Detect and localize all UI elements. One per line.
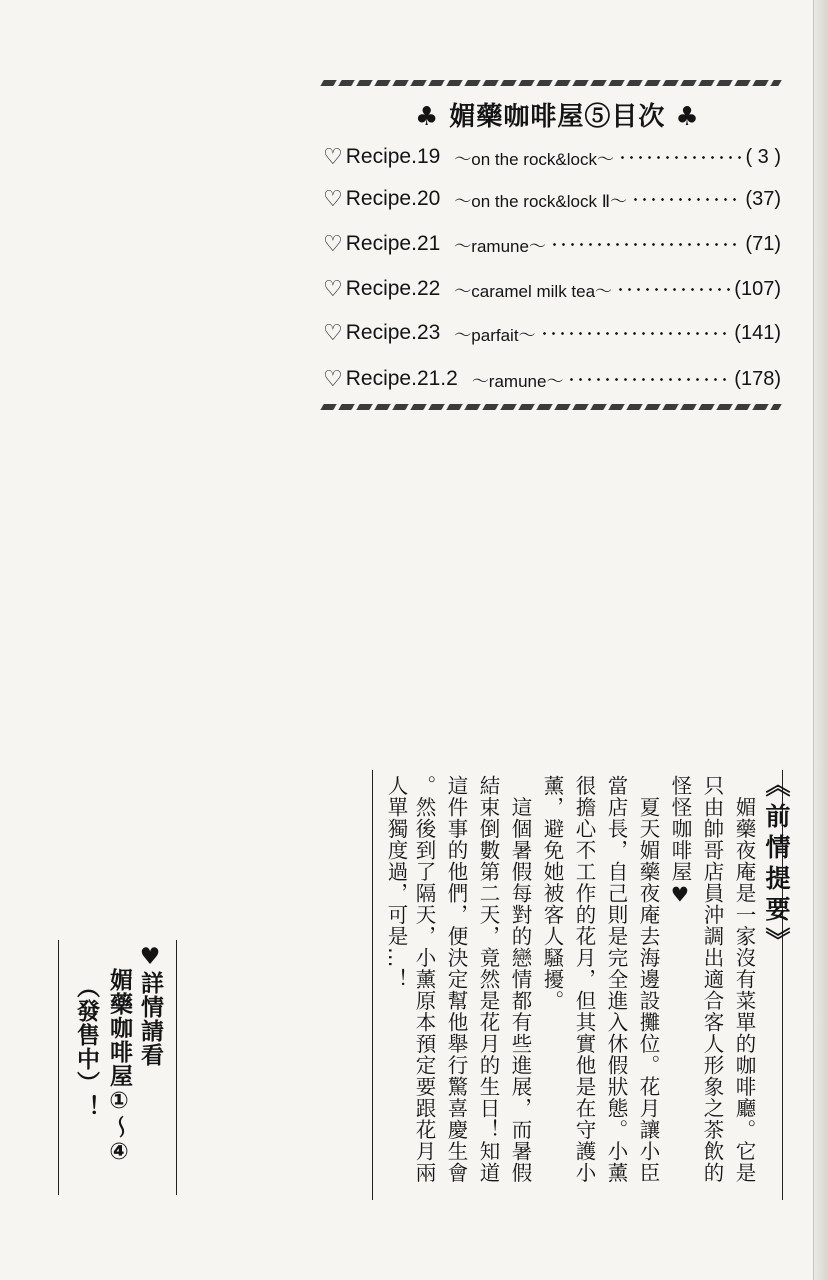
heart-icon: ♡	[323, 320, 343, 345]
dot-leader	[631, 198, 741, 201]
dot-leader	[616, 288, 730, 291]
toc-entry-label: Recipe.23	[345, 321, 441, 344]
toc-entry-page: (178)	[734, 367, 781, 390]
toc-entry	[323, 184, 781, 214]
toc-entry	[323, 318, 781, 348]
heart-icon: ♡	[323, 186, 343, 211]
toc-entry	[323, 142, 781, 172]
summary-line: 夏天媚藥夜庵去海邊設攤位。花月讓小臣	[636, 775, 660, 1184]
toc-title: ♣ 媚藥咖啡屋⑤目次 ♣	[415, 102, 700, 132]
heart-icon: ♡	[323, 276, 343, 301]
summary-line: 很擔心不工作的花月，但其實他是在守護小	[572, 775, 596, 1184]
toc-entry-label: Recipe.19	[345, 145, 441, 168]
summary-line: 薰，避免她被客人騷擾。	[540, 775, 564, 1012]
toc-entry-subtitle: ～on the rock&lock Ⅱ～	[454, 191, 628, 211]
page-edge	[813, 0, 828, 1280]
dot-leader	[567, 378, 730, 381]
toc-entry-subtitle: ～on the rock&lock～	[454, 149, 614, 169]
toc-entry-subtitle: ～parfait～	[454, 325, 536, 345]
summary-line: 怪怪咖啡屋♥	[668, 775, 692, 908]
summary-line: 這個暑假每對的戀情都有些進展，而暑假	[508, 775, 532, 1184]
toc-bottom-rule	[320, 404, 781, 410]
toc-entry-label: Recipe.21.2	[345, 367, 458, 390]
toc-entry-page: (141)	[734, 321, 781, 344]
detail-right-rule	[176, 940, 177, 1195]
dot-leader	[550, 243, 741, 246]
toc-entry-page: (37)	[745, 187, 781, 210]
heart-icon: ♡	[323, 366, 343, 391]
toc-entry	[323, 364, 781, 394]
detail-left-rule	[58, 940, 59, 1195]
toc-entry-page: (107)	[734, 277, 781, 300]
toc-entry-page: (71)	[745, 232, 781, 255]
summary-line: 。然後到了隔天，小薰原本預定要跟花月兩	[412, 775, 436, 1184]
summary-heading: 《前情提要》	[762, 772, 791, 958]
summary-left-rule	[372, 770, 373, 1200]
toc-entry-label: Recipe.21	[345, 232, 441, 255]
toc-entry-label: Recipe.20	[345, 187, 441, 210]
summary-line: 媚藥夜庵是一家沒有菜單的咖啡廳。它是	[732, 775, 756, 1184]
toc-entry-subtitle: ～ramune～	[454, 236, 546, 256]
dot-leader	[540, 332, 731, 335]
toc-entry	[323, 274, 781, 304]
heart-icon: ♡	[323, 231, 343, 256]
summary-line: 人單獨度過，可是…！	[384, 775, 408, 990]
summary-line: 結束倒數第二天，竟然是花月的生日！知道	[476, 775, 500, 1184]
summary-line: 只由帥哥店員沖調出適合客人形象之茶飲的	[700, 775, 724, 1184]
summary-line: 當店長，自己則是完全進入休假狀態。小薰	[604, 775, 628, 1184]
detail-line: （發售中）！	[73, 975, 99, 1119]
toc-entry	[323, 229, 781, 259]
dot-leader	[618, 156, 741, 159]
toc-entry-label: Recipe.22	[345, 277, 441, 300]
toc-entry-page: ( 3 )	[745, 145, 781, 168]
toc-entry-subtitle: ～caramel milk tea～	[454, 281, 613, 301]
toc-top-rule	[320, 80, 781, 86]
detail-line: 媚藥咖啡屋①～④	[106, 968, 132, 1166]
detail-line: ♥詳情請看	[137, 944, 163, 1067]
toc-entry-subtitle: ～ramune～	[471, 371, 564, 391]
summary-line: 這件事的他們，便決定幫他舉行驚喜慶生會	[444, 775, 468, 1184]
heart-icon: ♡	[323, 144, 343, 169]
